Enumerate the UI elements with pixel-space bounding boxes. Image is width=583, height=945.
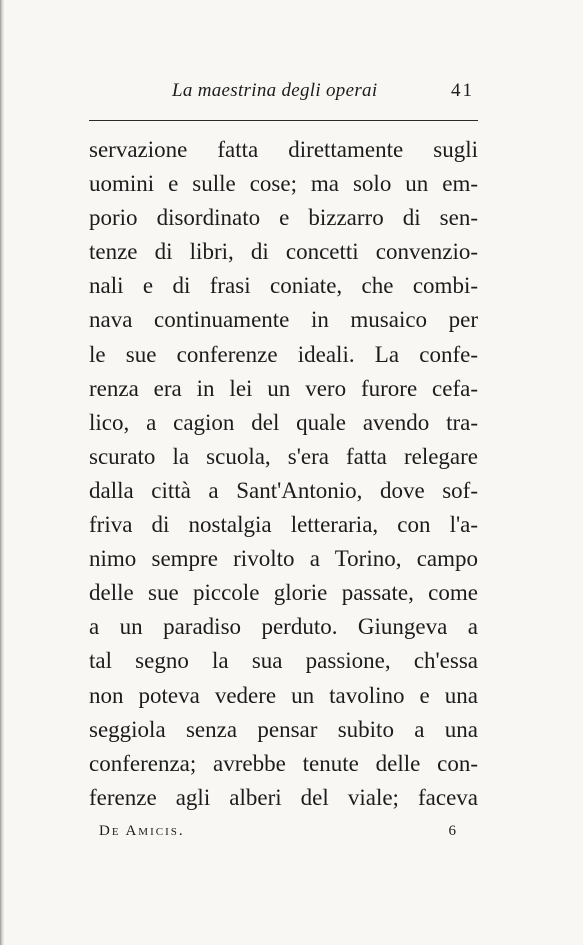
text-line: tenze di libri, di concetti convenzio- — [89, 239, 478, 265]
body-text — [89, 133, 478, 815]
page-footer — [89, 823, 478, 847]
text-line: uomini e sulle cose; ma solo un em- — [89, 171, 478, 197]
text-line: servazione fatta direttamente sugli — [89, 137, 478, 162]
running-head — [86, 80, 478, 110]
text-line: conferenza; avrebbe tenute delle con- — [89, 750, 478, 776]
text-line: renza era in lei un vero furore cefa- — [89, 375, 478, 401]
text-line: friva di nostalgia letteraria, con l'a- — [89, 512, 478, 538]
text-line: le sue conferenze ideali. La confe- — [89, 341, 478, 367]
text-line: non poteva vedere un tavolino e una — [89, 682, 478, 708]
header-rule — [89, 120, 478, 121]
text-line: nimo sempre rivolto a Torino, campo — [89, 546, 478, 572]
text-line: nali e di frasi coniate, che combi- — [89, 273, 478, 299]
text-line: seggiola senza pensar subito a una — [89, 716, 478, 742]
text-line: a un paradiso perduto. Giungeva a — [89, 614, 478, 640]
text-line: nava continuamente in musaico per — [89, 307, 478, 333]
sheet-number: 6 — [448, 823, 456, 839]
running-title: La maestrina degli operai — [172, 80, 378, 101]
text-line: ferenze agli alberi del viale; faceva — [89, 784, 478, 810]
text-line: dalla città a Sant'Antonio, dove sof- — [89, 477, 478, 503]
text-line: delle sue piccole glorie passate, come — [89, 580, 478, 606]
text-line: scurato la scuola, s'era fatta relegare — [89, 443, 478, 469]
text-line: lico, a cagion del quale avendo tra- — [89, 409, 478, 435]
text-line: tal segno la sua passione, ch'essa — [89, 648, 478, 674]
signature-mark: De Amicis. — [99, 823, 185, 839]
text-line: porio disordinato e bizzarro di sen- — [89, 205, 478, 231]
page-edge-shadow — [0, 0, 4, 945]
page-number: 41 — [451, 80, 474, 101]
